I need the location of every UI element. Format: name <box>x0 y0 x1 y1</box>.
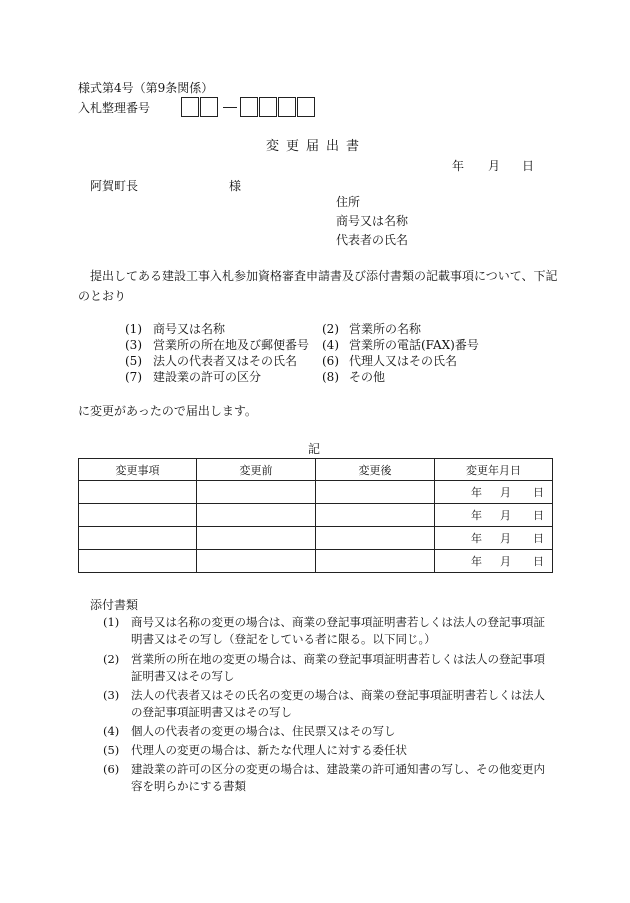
table-year-label: 年 <box>471 532 482 545</box>
addressee-honorific: 様 <box>229 179 242 193</box>
table-month-label: 月 <box>500 532 511 545</box>
change-item-number: (2) <box>322 322 339 336</box>
table-month-label: 月 <box>500 509 511 522</box>
change-date-cell[interactable] <box>435 527 553 550</box>
table-month-label: 月 <box>500 555 511 568</box>
before-cell[interactable] <box>197 504 316 527</box>
table-header-cell: 変更年月日 <box>435 459 553 481</box>
table-year-label: 年 <box>471 486 482 499</box>
attachment-number: (2) <box>103 652 120 666</box>
table-year-label: 年 <box>471 509 482 522</box>
addressee-name: 阿賀町長 <box>90 179 139 193</box>
change-item-cell[interactable] <box>79 527 197 550</box>
table-row <box>79 481 553 504</box>
attachment-number: (5) <box>103 743 120 757</box>
table-header-cell: 変更後 <box>316 459 435 481</box>
change-date-cell[interactable] <box>435 504 553 527</box>
bid-number-box[interactable] <box>200 97 218 117</box>
change-item-text: その他 <box>349 370 386 384</box>
before-cell[interactable] <box>197 527 316 550</box>
change-item-number: (5) <box>125 354 142 368</box>
change-item-number: (3) <box>125 338 142 352</box>
table-row <box>79 504 553 527</box>
bid-number-dash <box>223 107 237 108</box>
change-item-cell[interactable] <box>79 481 197 504</box>
change-item-text: 営業所の所在地及び郵便番号 <box>153 338 310 352</box>
attachment-text: 代理人の変更の場合は、新たな代理人に対する委任状 <box>131 743 407 757</box>
applicant-address-label: 住所 <box>336 195 361 209</box>
change-item-number: (6) <box>322 354 339 368</box>
closing-text: に変更があったので届出します。 <box>78 404 257 418</box>
bid-number-box[interactable] <box>259 97 277 117</box>
table-header-cell: 変更前 <box>197 459 316 481</box>
table-header-row <box>79 459 553 481</box>
change-item-number: (8) <box>322 370 339 384</box>
attachment-text: 営業所の所在地の変更の場合は、商業の登記事項証明書若しくは法人の登記事項 <box>131 652 545 666</box>
attachment-text: 法人の代表者又はその氏名の変更の場合は、商業の登記事項証明書若しくは法人 <box>131 688 545 702</box>
after-cell[interactable] <box>316 481 435 504</box>
bid-number-label: 入札整理番号 <box>78 101 151 115</box>
change-item-text: 建設業の許可の区分 <box>153 370 262 384</box>
date-day-label: 日 <box>522 159 535 173</box>
bid-number-box[interactable] <box>240 97 258 117</box>
before-cell[interactable] <box>197 550 316 573</box>
changes-table <box>78 458 553 573</box>
table-month-label: 月 <box>500 486 511 499</box>
table-row <box>79 550 553 573</box>
change-date-cell[interactable] <box>435 481 553 504</box>
table-year-label: 年 <box>471 555 482 568</box>
after-cell[interactable] <box>316 550 435 573</box>
table-day-label: 日 <box>533 555 544 568</box>
change-item-text: 営業所の名称 <box>349 322 422 336</box>
table-day-label: 日 <box>533 486 544 499</box>
change-item-number: (1) <box>125 322 142 336</box>
change-item-number: (4) <box>322 338 339 352</box>
bid-number-box[interactable] <box>278 97 296 117</box>
change-item-text: 法人の代表者又はその氏名 <box>153 354 298 368</box>
change-item-cell[interactable] <box>79 504 197 527</box>
applicant-company-label: 商号又は名称 <box>336 214 409 228</box>
change-item-text: 商号又は名称 <box>153 322 226 336</box>
attachment-number: (1) <box>103 615 120 629</box>
attachments-heading: 添付書類 <box>90 598 139 612</box>
bid-number-box[interactable] <box>297 97 315 117</box>
attachment-text: 商号又は名称の変更の場合は、商業の登記事項証明書若しくは法人の登記事項証 <box>131 615 545 629</box>
table-row <box>79 527 553 550</box>
change-item-text: 営業所の電話(FAX)番号 <box>349 338 479 352</box>
attachment-number: (3) <box>103 688 120 702</box>
attachment-number: (6) <box>103 762 120 776</box>
change-date-cell[interactable] <box>435 550 553 573</box>
intro-text-line1: 提出してある建設工事入札参加資格審査申請書及び添付書類の記載事項について、下記 <box>90 269 558 283</box>
applicant-representative-label: 代表者の氏名 <box>336 233 409 247</box>
ki-label: 記 <box>308 442 321 456</box>
change-item-text: 代理人又はその氏名 <box>349 354 458 368</box>
attachment-text: 容を明らかにする書類 <box>131 779 246 793</box>
attachment-text: 個人の代表者の変更の場合は、住民票又はその写し <box>131 724 396 738</box>
attachment-text: 建設業の許可の区分の変更の場合は、建設業の許可通知書の写し、その他変更内 <box>131 762 545 776</box>
table-day-label: 日 <box>533 532 544 545</box>
attachment-text: の登記事項証明書又はその写し <box>131 705 292 719</box>
form-number: 様式第4号（第9条関係） <box>78 81 214 95</box>
before-cell[interactable] <box>197 481 316 504</box>
table-header-cell: 変更事項 <box>79 459 197 481</box>
change-item-number: (7) <box>125 370 142 384</box>
change-item-cell[interactable] <box>79 550 197 573</box>
attachment-text: 証明書又はその写し <box>131 669 235 683</box>
intro-text-line2: のとおり <box>78 289 127 303</box>
date-month-label: 月 <box>488 159 501 173</box>
document-title: 変更届出書 <box>266 139 367 154</box>
bid-number-box[interactable] <box>181 97 199 117</box>
date-year-label: 年 <box>452 159 465 173</box>
attachment-text: 明書又はその写し（登記をしている者に限る。以下同じ。） <box>131 632 436 646</box>
after-cell[interactable] <box>316 504 435 527</box>
after-cell[interactable] <box>316 527 435 550</box>
table-day-label: 日 <box>533 509 544 522</box>
attachment-number: (4) <box>103 724 120 738</box>
